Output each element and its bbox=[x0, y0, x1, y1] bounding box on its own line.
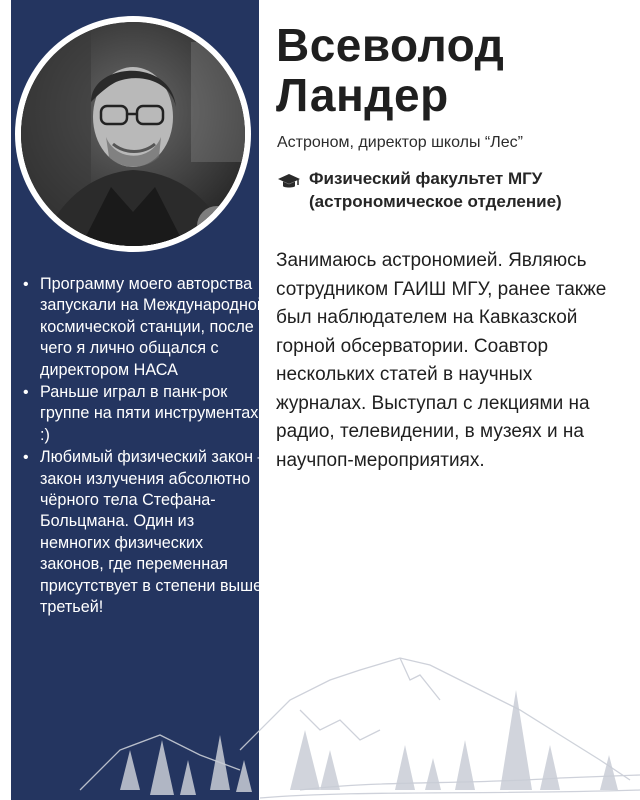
profile-photo bbox=[21, 22, 245, 246]
fact-item: • Раньше играл в панк-рок группе на пяти инструментах :) bbox=[40, 382, 268, 446]
fact-item: • Программу моего авторства запускали на Международной космической станции, после чего я лично общался с директором НАСА bbox=[40, 274, 268, 381]
education-line-1: Физический факультет МГУ bbox=[309, 169, 543, 188]
facts-list bbox=[20, 274, 268, 620]
education-text bbox=[309, 168, 562, 213]
name-line-1: Всеволод bbox=[276, 19, 505, 71]
education-line-2: (астрономическое отделение) bbox=[309, 191, 562, 211]
fact-item: • Любимый физический закон – закон излучения абсолютно чёрного тела Стефана-Больцмана. Один из немногих физических законов, где переменная присутствует в степени выше третьей! bbox=[40, 447, 268, 618]
person-subtitle: Астроном, директор школы “Лес” bbox=[277, 134, 523, 151]
about-text: Занимаюсь астрономией. Являюсь сотрудником ГАИШ МГУ, ранее также был наблюдателем на Кавказской горной обсерватории. Соавтор нескольких статей в научных журналах. Выступал с лекциями на радио, телевидении, в музеях и на научпоп-мероприятиях. bbox=[276, 250, 607, 471]
education-block bbox=[277, 168, 622, 213]
name-line-2: Ландер bbox=[276, 69, 449, 121]
person-name bbox=[276, 20, 504, 120]
graduation-cap-icon bbox=[277, 170, 301, 194]
